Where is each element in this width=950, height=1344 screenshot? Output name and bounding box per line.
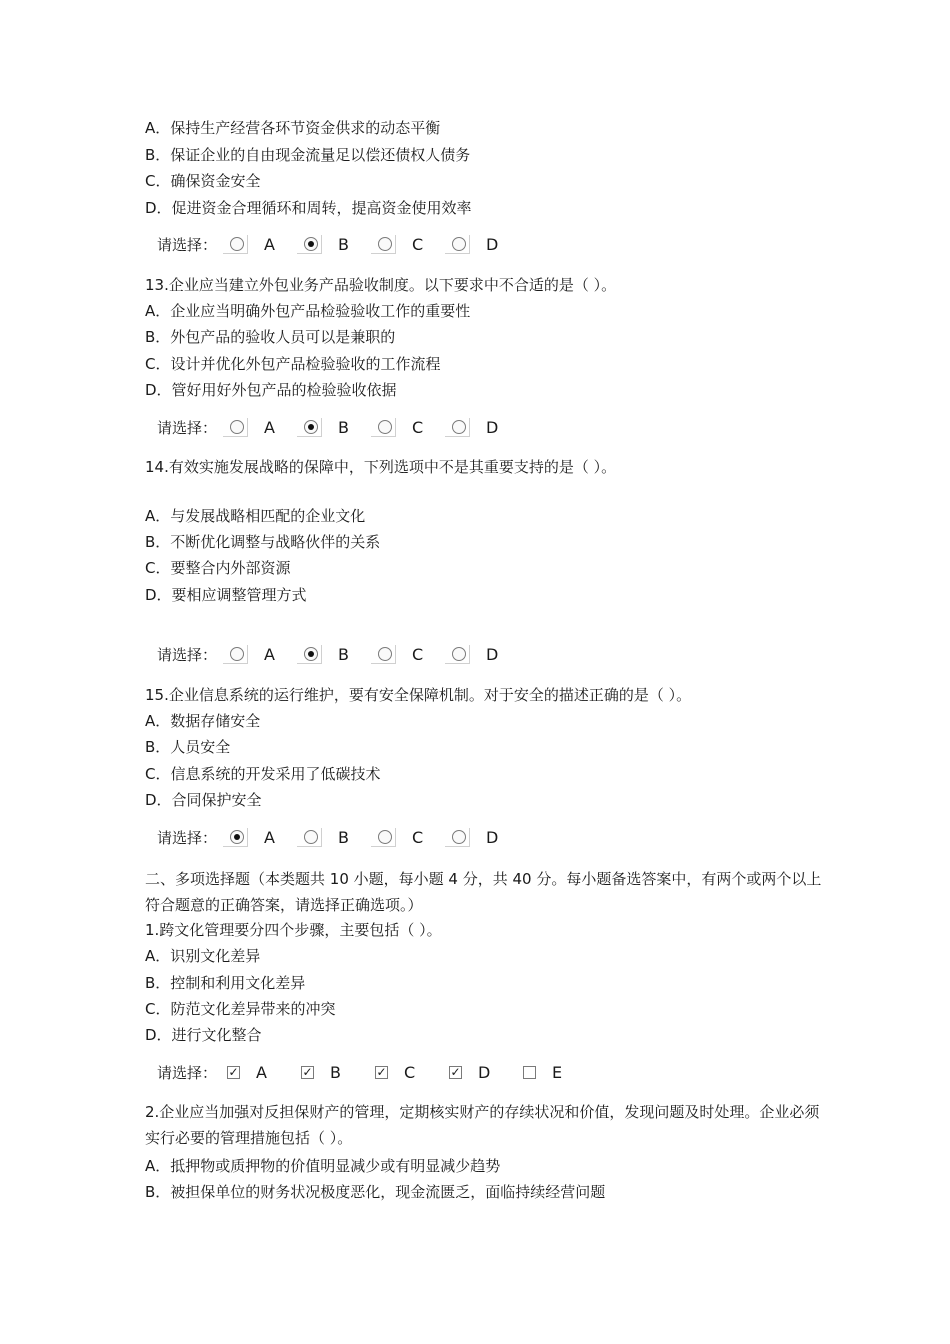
m2-option-b: B．被担保单位的财务状况极度恶化，现金流匮乏，面临持续经营问题 xyxy=(145,1183,606,1201)
q14-option-a: A．与发展战略相匹配的企业文化 xyxy=(145,507,366,525)
m1-option-a: A．识别文化差异 xyxy=(145,947,261,965)
q13-radio-b[interactable] xyxy=(304,420,318,434)
letter-d: D xyxy=(486,234,499,254)
m1-answer-row xyxy=(157,1061,593,1083)
letter-a: A xyxy=(264,417,275,437)
letter-d: D xyxy=(486,417,499,437)
select-label: 请选择： xyxy=(157,828,218,847)
q15-text: 15.企业信息系统的运行维护，要有安全保障机制。对于安全的描述正确的是（ ）。 xyxy=(145,686,692,704)
q13-answer-row xyxy=(157,416,519,438)
q15-answer-row xyxy=(157,826,519,848)
q15-option-c: C．信息系统的开发采用了低碳技术 xyxy=(145,765,381,783)
letter-b: B xyxy=(338,234,349,254)
q15-radio-b[interactable] xyxy=(304,830,318,844)
m2-option-a: A．抵押物或质押物的价值明显减少或有明显减少趋势 xyxy=(145,1157,501,1175)
q13-option-d: D．管好用好外包产品的检验验收依据 xyxy=(145,381,397,399)
letter-a: A xyxy=(264,234,275,254)
q12-radio-d[interactable] xyxy=(452,237,466,251)
q15-radio-c[interactable] xyxy=(378,830,392,844)
q13-option-b: B．外包产品的验收人员可以是兼职的 xyxy=(145,328,396,346)
q12-option-d: D．促进资金合理循环和周转，提高资金使用效率 xyxy=(145,199,472,217)
select-label: 请选择： xyxy=(157,418,218,437)
q13-radio-a[interactable] xyxy=(230,420,244,434)
m1-option-d: D．进行文化整合 xyxy=(145,1026,262,1044)
q12-option-a: A．保持生产经营各环节资金供求的动态平衡 xyxy=(145,119,441,137)
letter-c: C xyxy=(404,1062,416,1082)
q15-option-b: B．人员安全 xyxy=(145,738,231,756)
letter-a: A xyxy=(264,827,275,847)
q14-radio-d[interactable] xyxy=(452,647,466,661)
letter-c: C xyxy=(412,827,424,847)
m2-text: 2.企业应当加强对反担保财产的管理，定期核实财产的存续状况和价值，发现问题及时处理。企业必须实行必要的管理措施包括（ ）。 xyxy=(145,1103,820,1147)
letter-d: D xyxy=(478,1062,491,1082)
letter-c: C xyxy=(412,234,424,254)
section-2-heading: 二、多项选择题（本类题共 10 小题，每小题 4 分，共 40 分。每小题备选答案中，有两个或两个以上符合题意的正确答案，请选择正确选项。） xyxy=(145,870,822,914)
letter-a: A xyxy=(264,644,275,664)
letter-c: C xyxy=(412,417,424,437)
m1-checkbox-c[interactable]: ✓ xyxy=(376,1064,387,1079)
q13-radio-d[interactable] xyxy=(452,420,466,434)
letter-b: B xyxy=(338,644,349,664)
select-label: 请选择： xyxy=(157,235,218,254)
m1-text: 1.跨文化管理要分四个步骤，主要包括（ ）。 xyxy=(145,921,442,939)
q12-radio-c[interactable] xyxy=(378,237,392,251)
q12-radio-b[interactable] xyxy=(304,237,318,251)
select-label: 请选择： xyxy=(157,645,218,664)
q15-option-d: D．合同保护安全 xyxy=(145,791,262,809)
letter-b: B xyxy=(338,827,349,847)
q12-option-b: B．保证企业的自由现金流量足以偿还债权人债务 xyxy=(145,146,471,164)
letter-d: D xyxy=(486,644,499,664)
letter-d: D xyxy=(486,827,499,847)
q14-radio-a[interactable] xyxy=(230,647,244,661)
q12-answer-row xyxy=(157,233,519,255)
m1-checkbox-b[interactable]: ✓ xyxy=(302,1064,313,1079)
q13-radio-c[interactable] xyxy=(378,420,392,434)
q15-option-a: A．数据存储安全 xyxy=(145,712,261,730)
letter-c: C xyxy=(412,644,424,664)
m1-option-b: B．控制和利用文化差异 xyxy=(145,974,306,992)
q15-radio-a[interactable] xyxy=(230,830,244,844)
m1-option-c: C．防范文化差异带来的冲突 xyxy=(145,1000,336,1018)
m1-checkbox-e[interactable] xyxy=(523,1066,536,1079)
q14-text: 14.有效实施发展战略的保障中，下列选项中不是其重要支持的是（ ）。 xyxy=(145,458,617,476)
q14-radio-b[interactable] xyxy=(304,647,318,661)
q14-option-b: B．不断优化调整与战略伙伴的关系 xyxy=(145,533,381,551)
q14-option-c: C．要整合内外部资源 xyxy=(145,559,291,577)
select-label: 请选择： xyxy=(157,1063,218,1082)
q12-option-c: C．确保资金安全 xyxy=(145,172,261,190)
q15-radio-d[interactable] xyxy=(452,830,466,844)
q13-option-a: A．企业应当明确外包产品检验验收工作的重要性 xyxy=(145,302,471,320)
q14-option-d: D．要相应调整管理方式 xyxy=(145,586,307,604)
m1-checkbox-d[interactable]: ✓ xyxy=(450,1064,461,1079)
letter-b: B xyxy=(330,1062,341,1082)
letter-b: B xyxy=(338,417,349,437)
q14-answer-row xyxy=(157,643,519,665)
q12-radio-a[interactable] xyxy=(230,237,244,251)
letter-e: E xyxy=(552,1062,563,1082)
q13-option-c: C．设计并优化外包产品检验验收的工作流程 xyxy=(145,355,441,373)
letter-a: A xyxy=(256,1062,267,1082)
q14-radio-c[interactable] xyxy=(378,647,392,661)
q13-text: 13.企业应当建立外包业务产品验收制度。以下要求中不合适的是（ ）。 xyxy=(145,276,617,294)
m1-checkbox-a[interactable]: ✓ xyxy=(228,1064,239,1079)
